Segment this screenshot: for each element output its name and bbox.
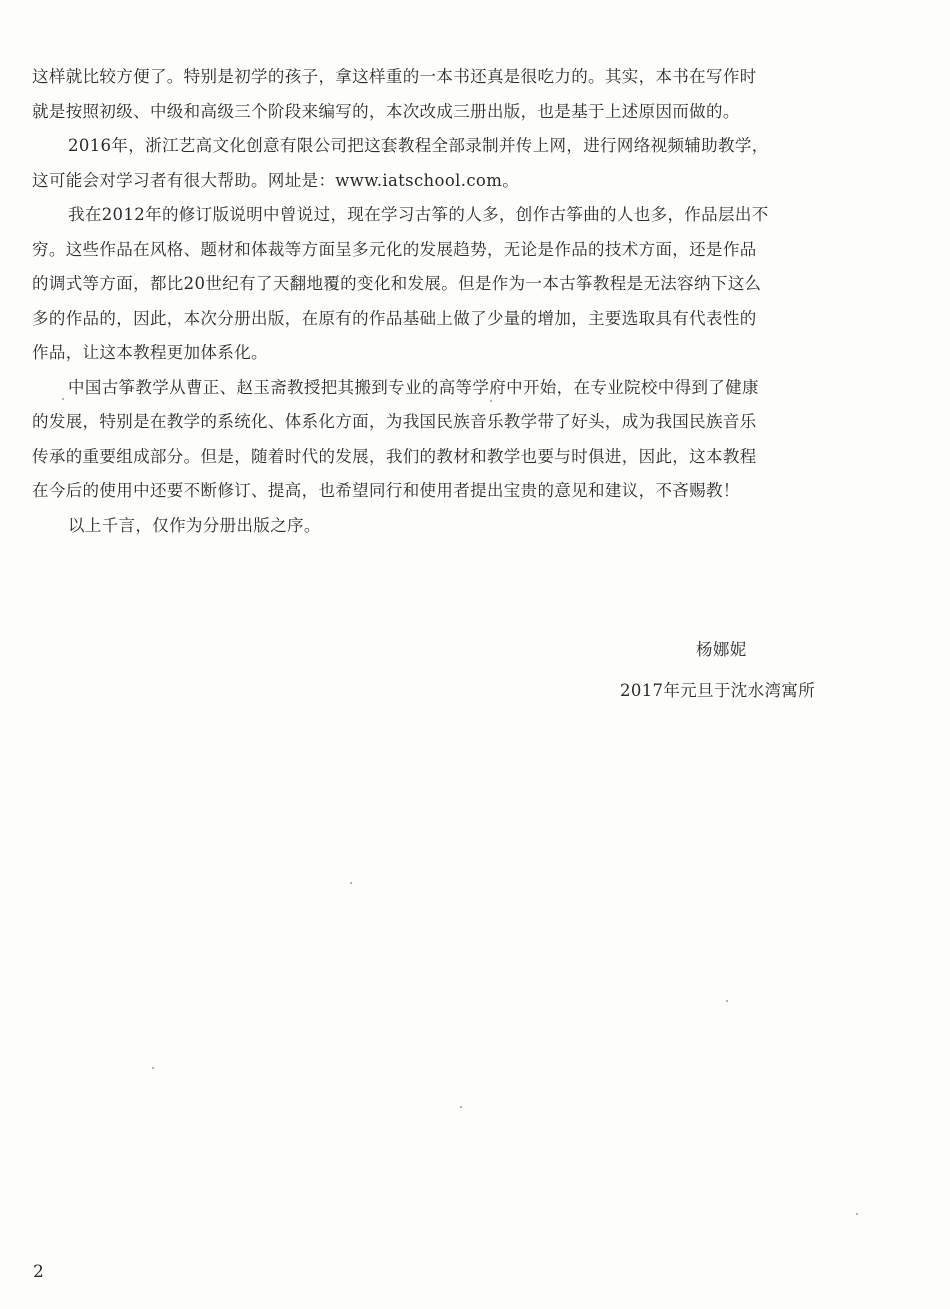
scan-speck bbox=[856, 1213, 858, 1215]
paragraph-3-line-4: 多的作品的，因此，本次分册出版，在原有的作品基础上做了少量的增加，主要选取具有代表性的 bbox=[32, 308, 757, 328]
signature-date-place: 2017年元旦于沈水湾寓所 bbox=[620, 681, 816, 700]
scan-speck bbox=[726, 1000, 728, 1002]
paragraph-4-line-3: 传承的重要组成部分。但是，随着时代的发展，我们的教材和教学也要与时俱进，因此，这本教程 bbox=[32, 446, 757, 466]
paragraph-3-line-3: 的调式等方面，都比20世纪有了天翻地覆的变化和发展。但是作为一本古筝教程是无法容纳下这么 bbox=[32, 274, 762, 293]
scan-speck bbox=[62, 398, 64, 400]
scan-speck bbox=[350, 882, 352, 884]
scan-speck bbox=[152, 1067, 154, 1069]
paragraph-3-line-2: 穷。这些作品在风格、题材和体裁等方面呈多元化的发展趋势，无论是作品的技术方面，还是作品 bbox=[32, 239, 757, 259]
preface-body bbox=[32, 60, 882, 543]
scan-speck bbox=[460, 1106, 462, 1108]
paragraph-3-line-5: 作品，让这本教程更加体系化。 bbox=[32, 343, 268, 362]
paragraph-1-line-1: 这样就比较方便了。特别是初学的孩子，拿这样重的一本书还真是很吃力的。其实，本书在写作时 bbox=[32, 67, 757, 86]
page-number: 2 bbox=[33, 1262, 44, 1282]
scan-speck bbox=[490, 400, 492, 402]
paragraph-2-line-1: 2016年，浙江艺高文化创意有限公司把这套教程全部录制并传上网，进行网络视频辅助教学， bbox=[68, 136, 769, 155]
paragraph-4-line-4: 在今后的使用中还要不断修订、提高，也希望同行和使用者提出宝贵的意见和建议，不吝赐教！ bbox=[32, 481, 740, 500]
paragraph-2-line-2: 这可能会对学习者有很大帮助。网址是：www.iatschool.com。 bbox=[32, 170, 520, 190]
paragraph-5-line-1: 以上千言，仅作为分册出版之序。 bbox=[68, 515, 321, 535]
paragraph-1-line-2: 就是按照初级、中级和高级三个阶段来编写的，本次改成三册出版，也是基于上述原因而做的。 bbox=[32, 101, 740, 121]
paragraph-4-line-1: 中国古筝教学从曹正、赵玉斋教授把其搬到专业的高等学府中开始，在专业院校中得到了健康 bbox=[68, 377, 759, 397]
author-signature: 杨娜妮 bbox=[696, 640, 747, 659]
paragraph-4-line-2: 的发展，特别是在教学的系统化、体系化方面，为我国民族音乐教学带了好头，成为我国民族音乐 bbox=[32, 412, 757, 431]
paragraph-3-line-1: 我在2012年的修订版说明中曾说过，现在学习古筝的人多，创作古筝曲的人也多，作品层出不 bbox=[68, 205, 769, 224]
